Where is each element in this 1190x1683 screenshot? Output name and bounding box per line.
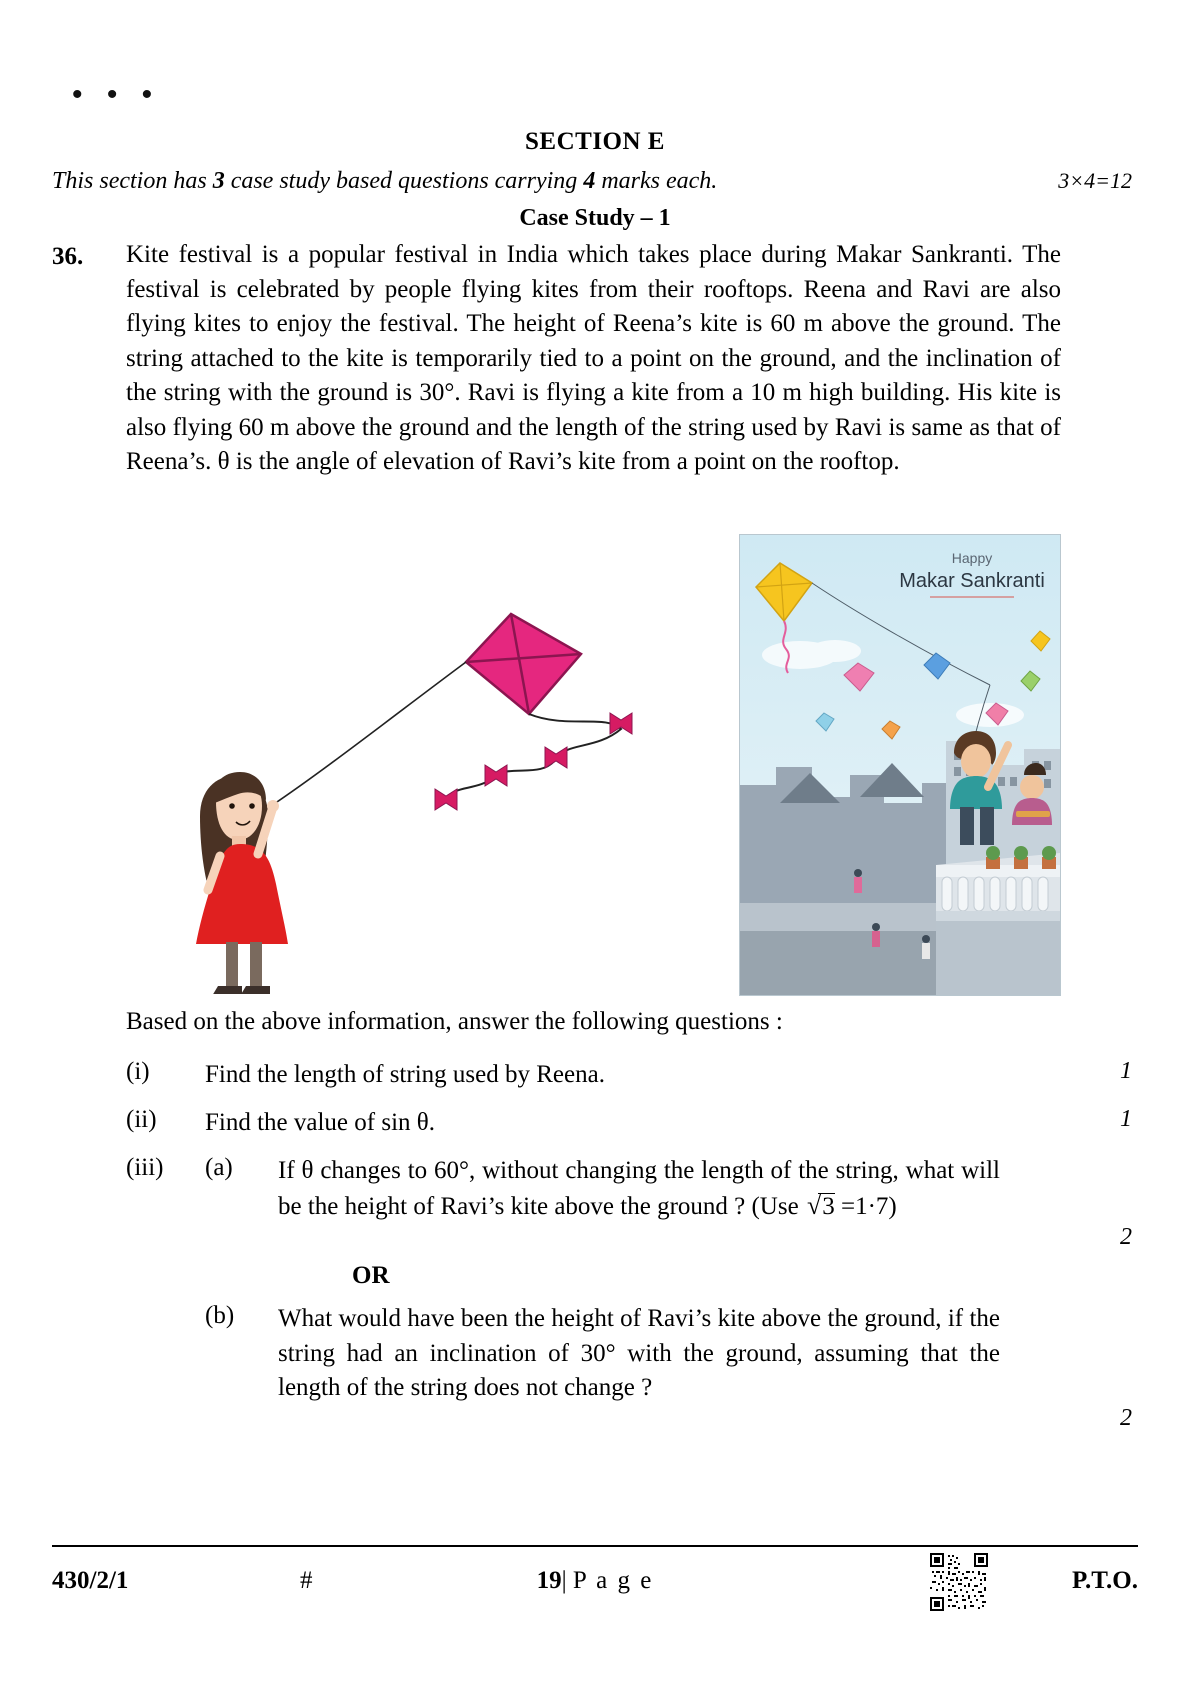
- poster-artwork: [740, 535, 1060, 995]
- part-iii-a-text-pre: If θ changes to 60°, without changing the length of the string, what will be the height of Ravi’s kite above the ground ? (Use: [278, 1157, 1000, 1220]
- page-separator: |: [561, 1567, 573, 1594]
- based-on-information-text: Based on the above information, answer the following questions :: [126, 1008, 783, 1035]
- paper-code: 430/2/1: [52, 1567, 129, 1594]
- girl-flying-kite-illustration: [166, 554, 676, 994]
- makar-sankranti-poster: [739, 534, 1061, 996]
- section-note-marks: 4: [583, 168, 596, 194]
- section-note-post: marks each.: [595, 168, 718, 194]
- part-iii-a-text: [278, 1154, 1000, 1224]
- question-stem: Kite festival is a popular festival in India which takes place during Makar Sankranti. The festival is celebrated by people flying kites from their rooftops. Reena and Ravi are also flying kites to enjoy the festival. The height of Reena’s kite is 60 m above the ground. The string attached to the kite is temporarily tied to a point on the ground, and the inclination of the string with the ground is 30°. Ravi is flying a kite from a 10 m high building. His kite is also flying 60 m above the ground and the length of the string used by Ravi is same as that of Reena’s. θ is the angle of elevation of Ravi’s kite from a point on the rooftop.: [126, 241, 1061, 475]
- radical-bar: [818, 1193, 835, 1194]
- radicand: 3: [822, 1192, 835, 1220]
- case-study-title: Case Study – 1: [519, 205, 671, 231]
- part-ii-label: (ii): [126, 1106, 157, 1133]
- part-i-marks: 1: [1120, 1058, 1132, 1084]
- radical-glyph: √: [806, 1190, 822, 1220]
- part-ii-marks: 1: [1120, 1106, 1132, 1132]
- part-iii-label: (iii): [126, 1154, 164, 1181]
- part-iii-a-label: (a): [205, 1154, 233, 1181]
- page-number: 19: [536, 1567, 562, 1594]
- svg-text:Makar Sankranti: Makar Sankranti: [899, 570, 1045, 592]
- section-title: SECTION E: [525, 128, 665, 155]
- figure-area: [126, 534, 1061, 994]
- section-note: [52, 168, 717, 195]
- part-iii-b-label: (b): [205, 1302, 235, 1329]
- part-i-text: Find the length of string used by Reena.: [205, 1061, 605, 1088]
- section-note-pre: This section has: [52, 168, 213, 194]
- page-indicator: [0, 1567, 1190, 1595]
- svg-text:Happy: Happy: [951, 550, 993, 566]
- section-total-marks: 3×4=12: [1058, 168, 1132, 193]
- page-dots: • • •: [72, 78, 161, 111]
- qr-code-icon: [930, 1553, 988, 1611]
- section-note-count: 3: [212, 168, 225, 194]
- or-separator: OR: [352, 1262, 390, 1289]
- sqrt-symbol: [805, 1189, 835, 1225]
- part-ii-text: Find the value of sin θ.: [205, 1109, 436, 1136]
- footer-divider: [52, 1545, 1138, 1547]
- part-iii-a-marks: 2: [1120, 1224, 1132, 1250]
- hash-mark: #: [300, 1567, 313, 1594]
- page-word: P a g e: [572, 1567, 654, 1594]
- question-number: 36.: [52, 243, 84, 270]
- part-i-label: (i): [126, 1058, 150, 1085]
- part-iii-a-text-post: =1·7): [834, 1192, 897, 1220]
- part-iii-b-marks: 2: [1120, 1405, 1132, 1431]
- pto-label: P.T.O.: [1072, 1567, 1138, 1594]
- section-note-mid: case study based questions carrying: [224, 168, 584, 194]
- part-iii-b-text: What would have been the height of Ravi’s kite above the ground, if the string had an inclination of 30° with the ground, assuming that the length of the string does not change ?: [278, 1305, 1000, 1401]
